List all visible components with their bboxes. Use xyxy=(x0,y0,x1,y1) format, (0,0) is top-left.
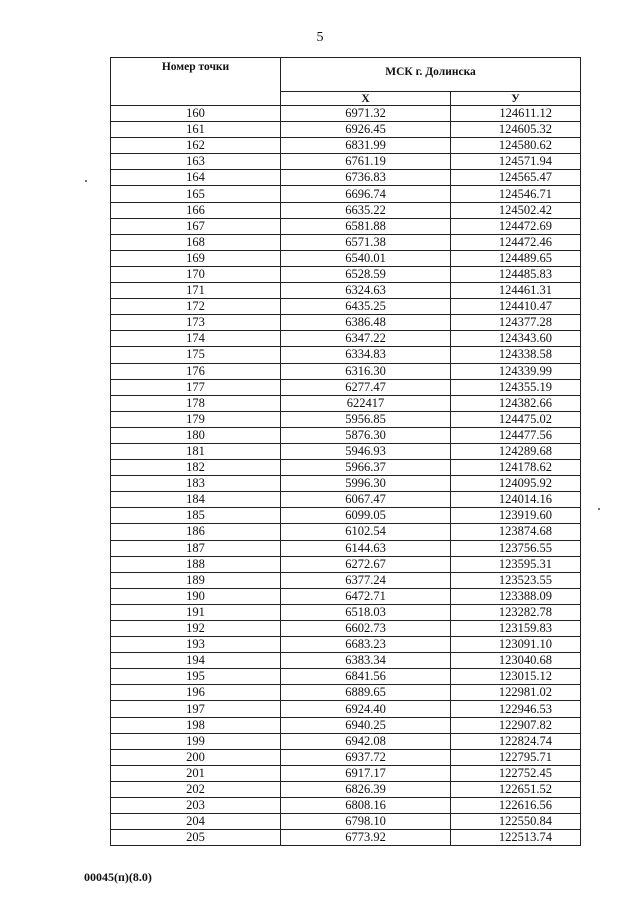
table-row xyxy=(111,315,581,331)
x-coordinate-cell: 5966.37 xyxy=(281,460,451,476)
y-coordinate-cell: 122824.74 xyxy=(451,733,581,749)
table-row xyxy=(111,106,581,122)
x-coordinate-cell: 6316.30 xyxy=(281,363,451,379)
table-row xyxy=(111,443,581,459)
table-row xyxy=(111,749,581,765)
table-row xyxy=(111,798,581,814)
y-coordinate-cell: 123756.55 xyxy=(451,540,581,556)
table-row xyxy=(111,781,581,797)
point-number-cell: 192 xyxy=(111,621,281,637)
table-row xyxy=(111,669,581,685)
x-coordinate-cell: 6277.47 xyxy=(281,379,451,395)
table-row xyxy=(111,331,581,347)
x-coordinate-cell: 6696.74 xyxy=(281,186,451,202)
x-coordinate-cell: 5876.30 xyxy=(281,427,451,443)
table-row xyxy=(111,572,581,588)
x-coordinate-cell: 6926.45 xyxy=(281,122,451,138)
y-coordinate-cell: 123015.12 xyxy=(451,669,581,685)
table-row xyxy=(111,733,581,749)
table-row xyxy=(111,460,581,476)
x-coordinate-cell: 6102.54 xyxy=(281,524,451,540)
x-coordinate-cell: 6798.10 xyxy=(281,814,451,830)
point-number-cell: 190 xyxy=(111,588,281,604)
x-coordinate-cell: 6917.17 xyxy=(281,765,451,781)
x-coordinate-cell: 6971.32 xyxy=(281,106,451,122)
table-row xyxy=(111,250,581,266)
x-coordinate-cell: 6683.23 xyxy=(281,637,451,653)
table-row xyxy=(111,138,581,154)
table-row xyxy=(111,556,581,572)
y-coordinate-cell: 124338.58 xyxy=(451,347,581,363)
point-number-cell: 167 xyxy=(111,218,281,234)
x-coordinate-cell: 6347.22 xyxy=(281,331,451,347)
y-coordinate-cell: 124485.83 xyxy=(451,266,581,282)
header-y: У xyxy=(451,92,581,106)
table-row xyxy=(111,395,581,411)
table-row xyxy=(111,814,581,830)
y-coordinate-cell: 124477.56 xyxy=(451,427,581,443)
x-coordinate-cell: 6571.38 xyxy=(281,234,451,250)
y-coordinate-cell: 122946.53 xyxy=(451,701,581,717)
point-number-cell: 181 xyxy=(111,443,281,459)
x-coordinate-cell: 6334.83 xyxy=(281,347,451,363)
y-coordinate-cell: 124178.62 xyxy=(451,460,581,476)
point-number-cell: 200 xyxy=(111,749,281,765)
x-coordinate-cell: 6889.65 xyxy=(281,685,451,701)
y-coordinate-cell: 124339.99 xyxy=(451,363,581,379)
x-coordinate-cell: 6940.25 xyxy=(281,717,451,733)
point-number-cell: 164 xyxy=(111,170,281,186)
point-number-cell: 202 xyxy=(111,781,281,797)
x-coordinate-cell: 6435.25 xyxy=(281,299,451,315)
table-row xyxy=(111,186,581,202)
point-number-cell: 201 xyxy=(111,765,281,781)
table-row xyxy=(111,218,581,234)
y-coordinate-cell: 123040.68 xyxy=(451,653,581,669)
x-coordinate-cell: 6635.22 xyxy=(281,202,451,218)
y-coordinate-cell: 124289.68 xyxy=(451,443,581,459)
table-row xyxy=(111,765,581,781)
x-coordinate-cell: 6386.48 xyxy=(281,315,451,331)
point-number-cell: 174 xyxy=(111,331,281,347)
x-coordinate-cell: 6528.59 xyxy=(281,266,451,282)
x-coordinate-cell: 6324.63 xyxy=(281,283,451,299)
x-coordinate-cell: 6144.63 xyxy=(281,540,451,556)
point-number-cell: 185 xyxy=(111,508,281,524)
point-number-cell: 186 xyxy=(111,524,281,540)
table-row xyxy=(111,701,581,717)
x-coordinate-cell: 6272.67 xyxy=(281,556,451,572)
y-coordinate-cell: 123874.68 xyxy=(451,524,581,540)
table-row xyxy=(111,685,581,701)
point-number-cell: 198 xyxy=(111,717,281,733)
table-row xyxy=(111,266,581,282)
point-number-cell: 165 xyxy=(111,186,281,202)
x-coordinate-cell: 6099.05 xyxy=(281,508,451,524)
x-coordinate-cell: 6808.16 xyxy=(281,798,451,814)
y-coordinate-cell: 122513.74 xyxy=(451,830,581,846)
x-coordinate-cell: 6472.71 xyxy=(281,588,451,604)
y-coordinate-cell: 124014.16 xyxy=(451,492,581,508)
y-coordinate-cell: 123595.31 xyxy=(451,556,581,572)
y-coordinate-cell: 124489.65 xyxy=(451,250,581,266)
x-coordinate-cell: 6942.08 xyxy=(281,733,451,749)
table-row xyxy=(111,170,581,186)
x-coordinate-cell: 6383.34 xyxy=(281,653,451,669)
point-number-cell: 189 xyxy=(111,572,281,588)
x-coordinate-cell: 622417 xyxy=(281,395,451,411)
point-number-cell: 166 xyxy=(111,202,281,218)
table-row xyxy=(111,588,581,604)
x-coordinate-cell: 6377.24 xyxy=(281,572,451,588)
point-number-cell: 173 xyxy=(111,315,281,331)
table-row xyxy=(111,540,581,556)
scan-speck xyxy=(85,180,87,182)
x-coordinate-cell: 6826.39 xyxy=(281,781,451,797)
y-coordinate-cell: 124355.19 xyxy=(451,379,581,395)
point-number-cell: 169 xyxy=(111,250,281,266)
y-coordinate-cell: 123388.09 xyxy=(451,588,581,604)
point-number-cell: 172 xyxy=(111,299,281,315)
point-number-cell: 193 xyxy=(111,637,281,653)
y-coordinate-cell: 122907.82 xyxy=(451,717,581,733)
y-coordinate-cell: 123282.78 xyxy=(451,604,581,620)
table-row xyxy=(111,508,581,524)
x-coordinate-cell: 6067.47 xyxy=(281,492,451,508)
page-number: 5 xyxy=(316,30,324,45)
table-row xyxy=(111,604,581,620)
y-coordinate-cell: 124502.42 xyxy=(451,202,581,218)
y-coordinate-cell: 124605.32 xyxy=(451,122,581,138)
y-coordinate-cell: 124580.62 xyxy=(451,138,581,154)
y-coordinate-cell: 124472.46 xyxy=(451,234,581,250)
point-number-cell: 194 xyxy=(111,653,281,669)
y-coordinate-cell: 124611.12 xyxy=(451,106,581,122)
x-coordinate-cell: 6581.88 xyxy=(281,218,451,234)
point-number-cell: 161 xyxy=(111,122,281,138)
y-coordinate-cell: 124475.02 xyxy=(451,411,581,427)
point-number-cell: 199 xyxy=(111,733,281,749)
x-coordinate-cell: 6761.19 xyxy=(281,154,451,170)
point-number-cell: 182 xyxy=(111,460,281,476)
point-number-cell: 178 xyxy=(111,395,281,411)
table-row xyxy=(111,379,581,395)
scan-speck xyxy=(598,508,600,510)
x-coordinate-cell: 6937.72 xyxy=(281,749,451,765)
point-number-cell: 162 xyxy=(111,138,281,154)
x-coordinate-cell: 6924.40 xyxy=(281,701,451,717)
point-number-cell: 171 xyxy=(111,283,281,299)
point-number-cell: 180 xyxy=(111,427,281,443)
y-coordinate-cell: 122981.02 xyxy=(451,685,581,701)
table-row xyxy=(111,717,581,733)
x-coordinate-cell: 5996.30 xyxy=(281,476,451,492)
y-coordinate-cell: 124343.60 xyxy=(451,331,581,347)
table-row xyxy=(111,476,581,492)
point-number-cell: 196 xyxy=(111,685,281,701)
table-row xyxy=(111,347,581,363)
header-x: Х xyxy=(281,92,451,106)
x-coordinate-cell: 6841.56 xyxy=(281,669,451,685)
point-number-cell: 191 xyxy=(111,604,281,620)
y-coordinate-cell: 124565.47 xyxy=(451,170,581,186)
x-coordinate-cell: 6602.73 xyxy=(281,621,451,637)
table-row xyxy=(111,637,581,653)
table-body xyxy=(111,106,581,846)
point-number-cell: 187 xyxy=(111,540,281,556)
table-row xyxy=(111,653,581,669)
point-number-cell: 203 xyxy=(111,798,281,814)
x-coordinate-cell: 5946.93 xyxy=(281,443,451,459)
document-code: 00045(п)(8.0) xyxy=(84,870,152,884)
point-number-cell: 175 xyxy=(111,347,281,363)
point-number-cell: 204 xyxy=(111,814,281,830)
y-coordinate-cell: 123919.60 xyxy=(451,508,581,524)
table-row xyxy=(111,299,581,315)
table-row xyxy=(111,411,581,427)
point-number-cell: 183 xyxy=(111,476,281,492)
x-coordinate-cell: 6518.03 xyxy=(281,604,451,620)
x-coordinate-cell: 6540.01 xyxy=(281,250,451,266)
y-coordinate-cell: 124461.31 xyxy=(451,283,581,299)
table-row xyxy=(111,830,581,846)
point-number-cell: 184 xyxy=(111,492,281,508)
table-row xyxy=(111,154,581,170)
table-row xyxy=(111,283,581,299)
y-coordinate-cell: 124546.71 xyxy=(451,186,581,202)
y-coordinate-cell: 124377.28 xyxy=(451,315,581,331)
header-coordinate-system: МСК г. Долинска xyxy=(281,58,581,92)
y-coordinate-cell: 124382.66 xyxy=(451,395,581,411)
table-row xyxy=(111,363,581,379)
x-coordinate-cell: 6736.83 xyxy=(281,170,451,186)
header-point-number: Номер точки xyxy=(111,58,281,106)
point-number-cell: 170 xyxy=(111,266,281,282)
coordinates-table xyxy=(110,57,581,846)
table-row xyxy=(111,492,581,508)
y-coordinate-cell: 122752.45 xyxy=(451,765,581,781)
table-row xyxy=(111,621,581,637)
x-coordinate-cell: 6831.99 xyxy=(281,138,451,154)
table-row xyxy=(111,524,581,540)
x-coordinate-cell: 5956.85 xyxy=(281,411,451,427)
y-coordinate-cell: 122651.52 xyxy=(451,781,581,797)
y-coordinate-cell: 124095.92 xyxy=(451,476,581,492)
y-coordinate-cell: 123159.83 xyxy=(451,621,581,637)
point-number-cell: 188 xyxy=(111,556,281,572)
y-coordinate-cell: 123091.10 xyxy=(451,637,581,653)
y-coordinate-cell: 124571.94 xyxy=(451,154,581,170)
y-coordinate-cell: 122550.84 xyxy=(451,814,581,830)
y-coordinate-cell: 122795.71 xyxy=(451,749,581,765)
point-number-cell: 160 xyxy=(111,106,281,122)
y-coordinate-cell: 123523.55 xyxy=(451,572,581,588)
y-coordinate-cell: 122616.56 xyxy=(451,798,581,814)
table-row xyxy=(111,122,581,138)
point-number-cell: 179 xyxy=(111,411,281,427)
table-row xyxy=(111,234,581,250)
table-row xyxy=(111,427,581,443)
point-number-cell: 205 xyxy=(111,830,281,846)
point-number-cell: 177 xyxy=(111,379,281,395)
point-number-cell: 163 xyxy=(111,154,281,170)
point-number-cell: 176 xyxy=(111,363,281,379)
y-coordinate-cell: 124410.47 xyxy=(451,299,581,315)
point-number-cell: 168 xyxy=(111,234,281,250)
x-coordinate-cell: 6773.92 xyxy=(281,830,451,846)
point-number-cell: 195 xyxy=(111,669,281,685)
y-coordinate-cell: 124472.69 xyxy=(451,218,581,234)
point-number-cell: 197 xyxy=(111,701,281,717)
table-row xyxy=(111,202,581,218)
